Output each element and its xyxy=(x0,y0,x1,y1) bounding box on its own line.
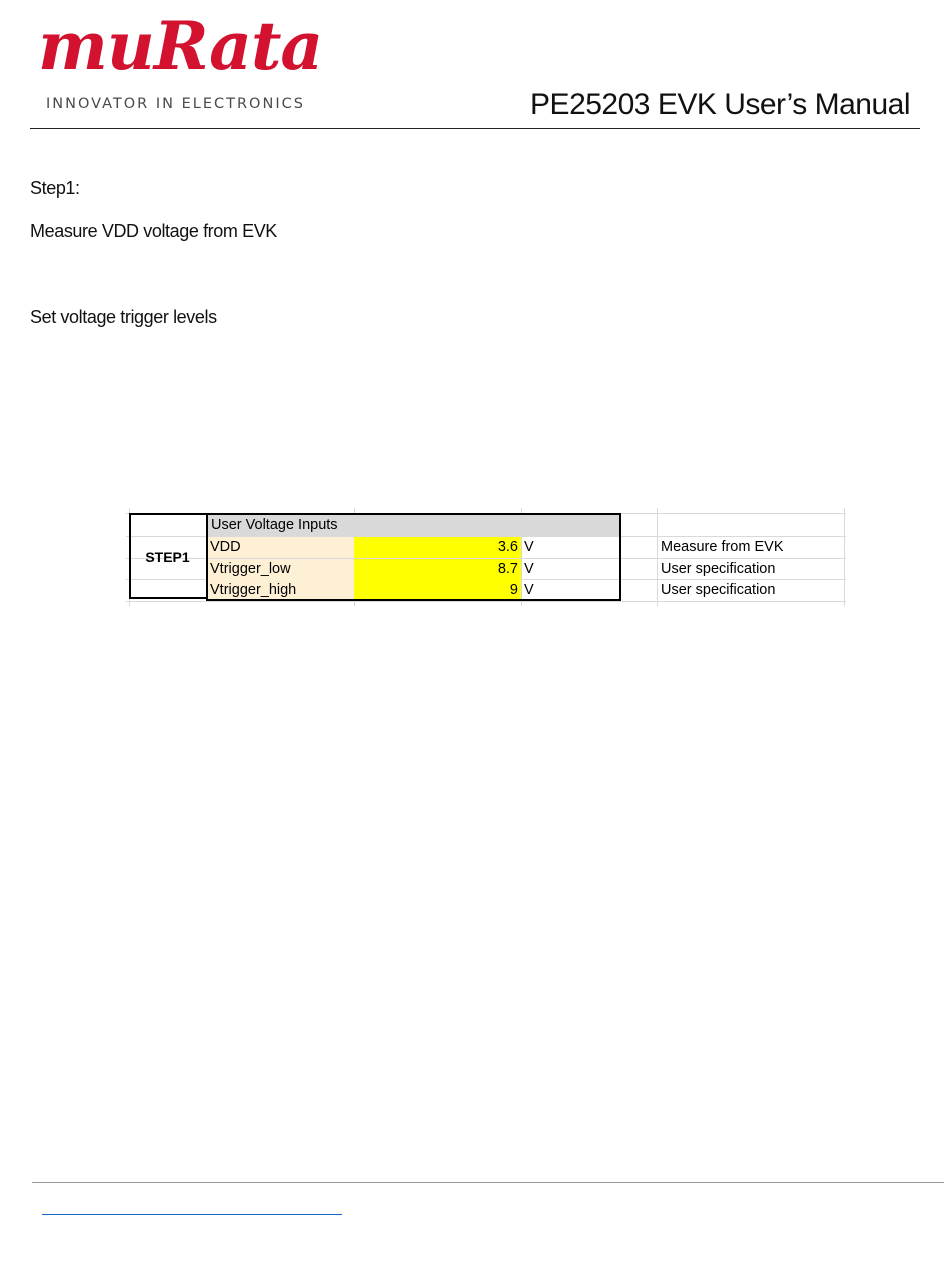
document-title: PE25203 EVK User’s Manual xyxy=(530,88,910,121)
row-name-vtrigger-high: Vtrigger_high xyxy=(207,580,354,601)
step-heading: Step1: xyxy=(30,178,80,198)
row-value-vtrigger-low: 8.7 xyxy=(354,559,521,580)
step-label: STEP1 xyxy=(145,549,190,565)
logo-wordmark: muRata xyxy=(38,7,323,85)
row-note-vtrigger-high: User specification xyxy=(661,582,776,598)
set-instruction: Set voltage trigger levels xyxy=(30,307,217,327)
murata-logo xyxy=(38,8,338,118)
row-unit-vdd: V xyxy=(524,539,534,555)
grid-line xyxy=(126,601,846,602)
measure-instruction: Measure VDD voltage from EVK xyxy=(30,221,277,241)
voltage-input-table xyxy=(126,508,846,606)
row-note-vtrigger-low: User specification xyxy=(661,561,776,577)
footer-link-underline[interactable] xyxy=(42,1214,342,1215)
grid-line xyxy=(844,508,845,606)
row-value-vtrigger-high: 9 xyxy=(354,580,521,601)
row-unit-vtrigger-low: V xyxy=(524,561,534,577)
row-note-vdd: Measure from EVK xyxy=(661,539,784,555)
header-divider xyxy=(30,128,920,129)
row-unit-vtrigger-high: V xyxy=(524,582,534,598)
logo-tagline: INNOVATOR IN ELECTRONICS xyxy=(46,96,305,112)
row-value-vdd: 3.6 xyxy=(354,537,521,558)
row-name-vdd: VDD xyxy=(207,537,354,558)
grid-line xyxy=(657,508,658,606)
row-name-vtrigger-low: Vtrigger_low xyxy=(207,559,354,580)
footer-divider xyxy=(32,1182,944,1183)
section-title: User Voltage Inputs xyxy=(211,517,338,533)
input-block-border xyxy=(206,513,621,601)
